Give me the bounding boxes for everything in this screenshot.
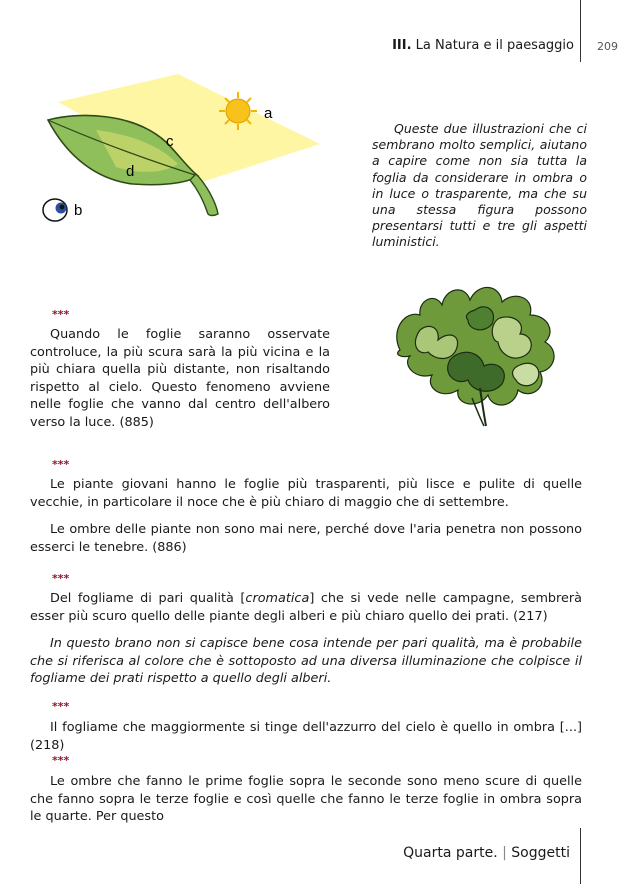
running-header xyxy=(392,38,574,53)
paragraph-217: Del fogliame di pari qualità [cromatica] che si vede nelle campagne, sembrerà esser più scuro quello delle piante degli alberi e più chiaro quello dei prati. (217) xyxy=(30,591,582,624)
foliage-illustration xyxy=(380,270,565,430)
header-divider xyxy=(580,0,581,62)
label-b: b xyxy=(74,202,83,219)
italic-term: cromatica xyxy=(245,591,310,606)
chapter-number: III. xyxy=(392,38,412,53)
section-separator: *** xyxy=(52,308,70,321)
section-separator: *** xyxy=(52,458,70,471)
chapter-title: La Natura e il paesaggio xyxy=(415,38,574,53)
footer-part: Quarta parte. xyxy=(403,845,498,861)
figure-caption xyxy=(372,121,587,251)
paragraph-886b: Le ombre delle piante non sono mai nere, perché dove l'aria penetra non possono esserci le tenebre. (886) xyxy=(30,522,582,555)
footer-separator: | xyxy=(502,845,507,861)
label-d: d xyxy=(126,163,135,180)
section-separator: *** xyxy=(52,754,70,767)
paragraph-continuing: Le ombre che fanno le prime foglie sopra le seconde sono meno scure di quelle che fanno sopra le terze foglie e così quelle che fanno le terze foglie in ombra sopra le quarte. Per questo xyxy=(30,774,582,825)
paragraph-218: Il fogliame che maggiormente si tinge dell'azzurro del cielo è quello in ombra [...] (218) xyxy=(30,720,582,753)
label-a: a xyxy=(264,105,273,122)
leaf-light-diagram xyxy=(38,72,338,232)
paragraph-886a: Le piante giovani hanno le foglie più trasparenti, più lisce e pulite di quelle vecchie, in particolare il noce che è più chiaro di maggio che di settembre. xyxy=(30,477,582,510)
section-separator: *** xyxy=(52,700,70,713)
page-number: 209 xyxy=(597,40,618,53)
eye-icon xyxy=(43,199,67,221)
caption-text: Queste due illustrazioni che ci sembrano molto semplici, aiutano a capire come non sia tutta la foglia da considerare in ombra o in luce o trasparente, ma che su una stessa figura possono presentarsi tutti e tre gli aspetti luministici. xyxy=(372,121,587,250)
commentary-217: In questo brano non si capisce bene cosa intende per pari qualità, ma è probabile che si riferisca al colore che è sottoposto ad una diversa illuminazione che colpisce il fogliame dei prati rispetto a quello degli alberi. xyxy=(30,636,582,687)
section-separator: *** xyxy=(52,572,70,585)
footer-section: Soggetti xyxy=(511,845,570,861)
footer-divider xyxy=(580,828,581,884)
label-c: c xyxy=(166,133,174,150)
running-footer xyxy=(403,845,570,861)
paragraph-885: Quando le foglie saranno osservate controluce, la più scura sarà la più vicina e la più chiara quella più distante, non risaltando rispetto al cielo. Questo fenomeno avviene nelle foglie che vanno dal centro dell'albero verso la luce. (885) xyxy=(30,327,330,430)
